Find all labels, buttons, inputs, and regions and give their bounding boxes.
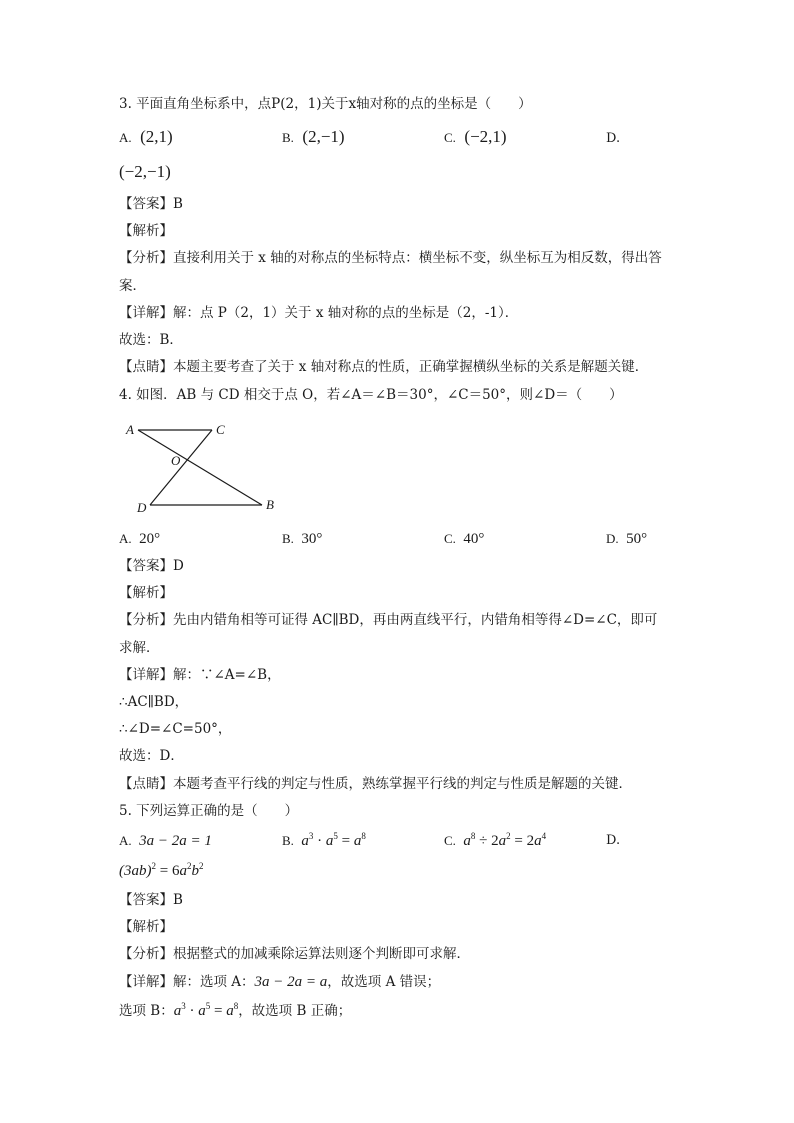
q3-dianjing: 【点睛】本题主要考查了关于 x 轴对称点的性质，正确掌握横纵坐标的关系是解题关键． — [119, 359, 649, 375]
q5-xiangjie: 【详解】解：选项 A：3a − 2a = a，故选项 A 错误； — [119, 974, 441, 990]
q5-option-d: $(3ab)^2 = 6a^2b^2$ — [119, 861, 204, 879]
label-b: B — [266, 497, 274, 512]
q5-option-d-letter: D. — [606, 833, 621, 848]
q5-stem: 5. 下列运算正确的是（ ） — [119, 803, 299, 819]
q3-stem: 3. 平面直角坐标系中，点P(2，1)关于x轴对称的点的坐标是（ ） — [119, 96, 532, 112]
q4-dianjing: 【点睛】本题考查平行线的判定与性质，熟练掌握平行线的判定与性质是解题的关键． — [119, 776, 632, 792]
segment-cd — [150, 430, 212, 505]
q5-jiexi: 【解析】 — [119, 919, 173, 935]
q4-answer: 【答案】D — [119, 558, 184, 574]
q4-guxuan: 故选：D． — [119, 748, 184, 764]
q3-fenxi-2: 案． — [119, 278, 146, 294]
q5-option-b-explain: 选项 B：$a^3 \cdot a^5 = a^8$，故选项 B 正确； — [119, 1001, 352, 1019]
q4-option-d: D. 50° — [606, 531, 648, 547]
q4-jiexi: 【解析】 — [119, 585, 173, 601]
q3-option-d: (−2,−1) — [119, 162, 171, 181]
q3-option-d-letter: D. — [606, 131, 621, 146]
q4-option-a: A. 20° — [119, 531, 161, 547]
q4-figure — [119, 418, 289, 518]
q5-fenxi: 【分析】根据整式的加减乘除运算法则逐个判断即可求解． — [119, 946, 470, 962]
q3-jiexi: 【解析】 — [119, 223, 173, 239]
label-c: C — [216, 422, 225, 437]
q3-xiangjie: 【详解】解：点 P（2，1）关于 x 轴对称的点的坐标是（2，-1）． — [119, 305, 519, 321]
label-a: A — [126, 422, 134, 437]
q5-option-b: B. $a^3 \cdot a^5 = a^8$ — [282, 831, 366, 849]
label-o: O — [171, 453, 181, 468]
q3-option-b: B. (2,−1) — [282, 127, 345, 146]
q4-xiangjie-2: ∴AC∥BD， — [119, 694, 189, 710]
q5-answer: 【答案】B — [119, 892, 183, 908]
q4-stem: 4. 如图．AB 与 CD 相交于点 O，若∠A＝∠B＝30°，∠C＝50°，则∠D＝（ ） — [119, 387, 623, 403]
q4-option-c: C. 40° — [444, 531, 485, 547]
label-d: D — [137, 500, 147, 515]
q3-option-c: C. (−2,1) — [444, 127, 507, 146]
q4-xiangjie-1: 【详解】解：∵∠A=∠B， — [119, 667, 281, 683]
q3-option-a: A. (2,1) — [119, 127, 173, 146]
q4-fenxi-1: 【分析】先由内错角相等可证得 AC∥BD，再由两直线平行，内错角相等得∠D=∠C，即可 — [119, 612, 658, 628]
q4-fenxi-2: 求解． — [119, 640, 160, 656]
q3-guxuan: 故选：B． — [119, 332, 183, 348]
q4-xiangjie-3: ∴∠D=∠C=50°， — [119, 721, 232, 737]
q4-option-b: B. 30° — [282, 531, 323, 547]
segment-ab — [138, 430, 262, 505]
q5-option-a: A. 3a − 2a = 1 — [119, 833, 212, 849]
q3-answer: 【答案】B — [119, 196, 183, 212]
q5-option-c: C. $a^8 \div 2a^2 = 2a^4$ — [444, 831, 547, 849]
q3-fenxi-1: 【分析】直接利用关于 x 轴的对称点的坐标特点：横坐标不变，纵坐标互为相反数，得出答 — [119, 250, 662, 266]
